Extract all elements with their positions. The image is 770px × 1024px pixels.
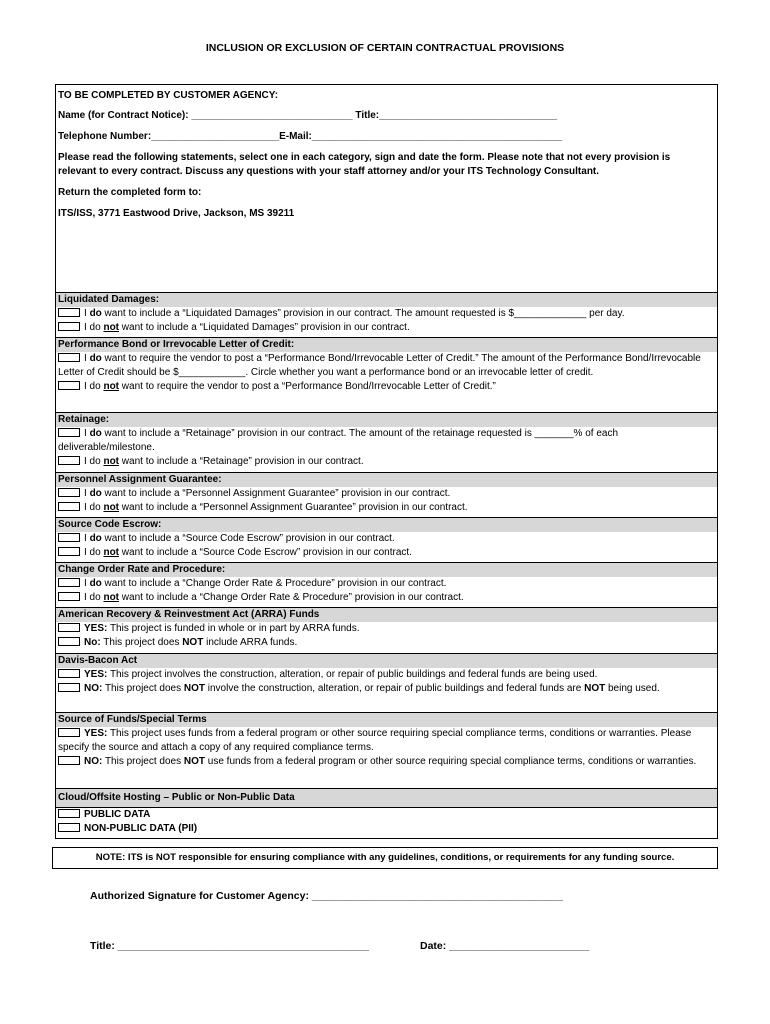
checkbox[interactable] [58, 456, 80, 465]
checkbox[interactable] [58, 683, 80, 692]
checkbox[interactable] [58, 623, 80, 632]
checkbox[interactable] [58, 428, 80, 437]
funding-note: NOTE: ITS is NOT responsible for ensuring compliance with any guidelines, conditions, or requirements for any funding source. [52, 847, 718, 869]
personnel-exclude-option: I do not want to include a “Personnel Assignment Guarantee” provision in our contract. [56, 501, 717, 515]
form-title: INCLUSION OR EXCLUSION OF CERTAIN CONTRACTUAL PROVISIONS [205, 42, 565, 54]
checkbox[interactable] [58, 322, 80, 331]
checkbox[interactable] [58, 578, 80, 587]
signature-date-line[interactable]: Date: ________________________ [420, 940, 590, 952]
section-davis-bacon [56, 653, 717, 696]
liquidated-include-option: I do want to include a “Liquidated Damages” provision in our contract. The amount requested is $_____________ per day. [56, 307, 717, 321]
checkbox[interactable] [58, 637, 80, 646]
section-retainage [56, 412, 717, 469]
authorized-signature-line[interactable]: Authorized Signature for Customer Agency: ___________________________________________ [90, 890, 563, 902]
agency-info [58, 89, 708, 221]
bond-include-option: I do want to require the vendor to post a “Performance Bond/Irrevocable Letter of Credit.” The amount of the Performance Bond/Irrevocable Letter of Credit should be $____________. Circle whether you want a performance bond or an irrevocable letter of credit. [58, 353, 701, 378]
section-header: Retainage: [56, 412, 717, 427]
change-order-exclude-option: I do not want to include a “Change Order Rate & Procedure” provision in our contract. [56, 591, 717, 605]
agency-header: TO BE COMPLETED BY CUSTOMER AGENCY: [58, 90, 279, 101]
checkbox[interactable] [58, 502, 80, 511]
checkbox[interactable] [58, 823, 80, 832]
arra-yes-option: YES: This project is funded in whole or in part by ARRA funds. [56, 622, 717, 636]
section-performance-bond [56, 337, 717, 394]
section-header: Liquidated Damages: [56, 292, 717, 307]
section-source-of-funds [56, 712, 717, 769]
davis-yes-option: YES: This project involves the construction, alteration, or repair of public buildings and federal funds are being used. [56, 668, 717, 682]
instructions-text: Please read the following statements, select one in each category, sign and date the form. Please note that not every provision is relevant to every contract. Discuss any questions with your staff attorney and/or your ITS Technology Consultant. [58, 152, 671, 177]
personnel-include-option: I do want to include a “Personnel Assignment Guarantee” provision in our contract. [56, 487, 717, 501]
retainage-include-option: I do want to include a “Retainage” provision in our contract. The amount of the retainage requested is _______% of each deliverable/milestone. [58, 428, 619, 453]
liquidated-exclude-option: I do not want to include a “Liquidated Damages” provision in our contract. [56, 321, 717, 335]
section-personnel-guarantee [56, 472, 717, 515]
cloud-public-option: PUBLIC DATA [56, 807, 717, 822]
escrow-include-option: I do want to include a “Source Code Escrow” provision in our contract. [56, 532, 717, 546]
checkbox[interactable] [58, 488, 80, 497]
checkbox[interactable] [58, 592, 80, 601]
section-header: Source of Funds/Special Terms [56, 712, 717, 727]
section-change-order [56, 562, 717, 605]
section-header: Davis-Bacon Act [56, 653, 717, 668]
checkbox[interactable] [58, 381, 80, 390]
section-header: Performance Bond or Irrevocable Letter of Credit: [56, 337, 717, 352]
checkbox[interactable] [58, 669, 80, 678]
name-title-line[interactable]: Name (for Contract Notice): _____________________________ Title:________________________________ [58, 110, 558, 121]
section-header: Cloud/Offsite Hosting – Public or Non-Public Data [56, 788, 717, 807]
section-source-code-escrow [56, 517, 717, 560]
section-liquidated-damages [56, 292, 717, 335]
section-cloud-hosting [56, 788, 717, 836]
retainage-exclude-option: I do not want to include a “Retainage” provision in our contract. [56, 455, 717, 469]
signature-title-line[interactable]: Title: ___________________________________________ [90, 940, 369, 952]
section-header: Source Code Escrow: [56, 517, 717, 532]
return-label: Return the completed form to: [58, 187, 202, 198]
checkbox[interactable] [58, 533, 80, 542]
checkbox[interactable] [58, 547, 80, 556]
funds-no-option: NO: This project does NOT use funds from a federal program or other source requiring special compliance terms, conditions or warranties. [56, 755, 717, 769]
phone-email-line[interactable]: Telephone Number:_______________________E-Mail:_____________________________________________ [58, 131, 563, 142]
section-arra-funds [56, 607, 717, 650]
checkbox[interactable] [58, 809, 80, 818]
arra-no-option: No: This project does NOT include ARRA funds. [56, 636, 717, 650]
change-order-include-option: I do want to include a “Change Order Rate & Procedure” provision in our contract. [56, 577, 717, 591]
bond-exclude-option: I do not want to require the vendor to post a “Performance Bond/Irrevocable Letter of Credit.” [56, 380, 717, 394]
checkbox[interactable] [58, 728, 80, 737]
cloud-nonpublic-option: NON-PUBLIC DATA (PII) [56, 822, 717, 836]
escrow-exclude-option: I do not want to include a “Source Code Escrow” provision in our contract. [56, 546, 717, 560]
funds-yes-option: YES: This project uses funds from a federal program or other source requiring special compliance terms, conditions or warranties. Please specify the source and attach a copy of any required compliance terms. [58, 728, 692, 753]
davis-no-option: NO: This project does NOT involve the construction, alteration, or repair of public buildings and federal funds are NOT being used. [56, 682, 717, 696]
checkbox[interactable] [58, 353, 80, 362]
checkbox[interactable] [58, 756, 80, 765]
return-address: ITS/ISS, 3771 Eastwood Drive, Jackson, MS 39211 [58, 208, 295, 219]
section-header: American Recovery & Reinvestment Act (ARRA) Funds [56, 607, 717, 622]
section-header: Change Order Rate and Procedure: [56, 562, 717, 577]
section-header: Personnel Assignment Guarantee: [56, 472, 717, 487]
provisions-form [55, 84, 718, 839]
checkbox[interactable] [58, 308, 80, 317]
